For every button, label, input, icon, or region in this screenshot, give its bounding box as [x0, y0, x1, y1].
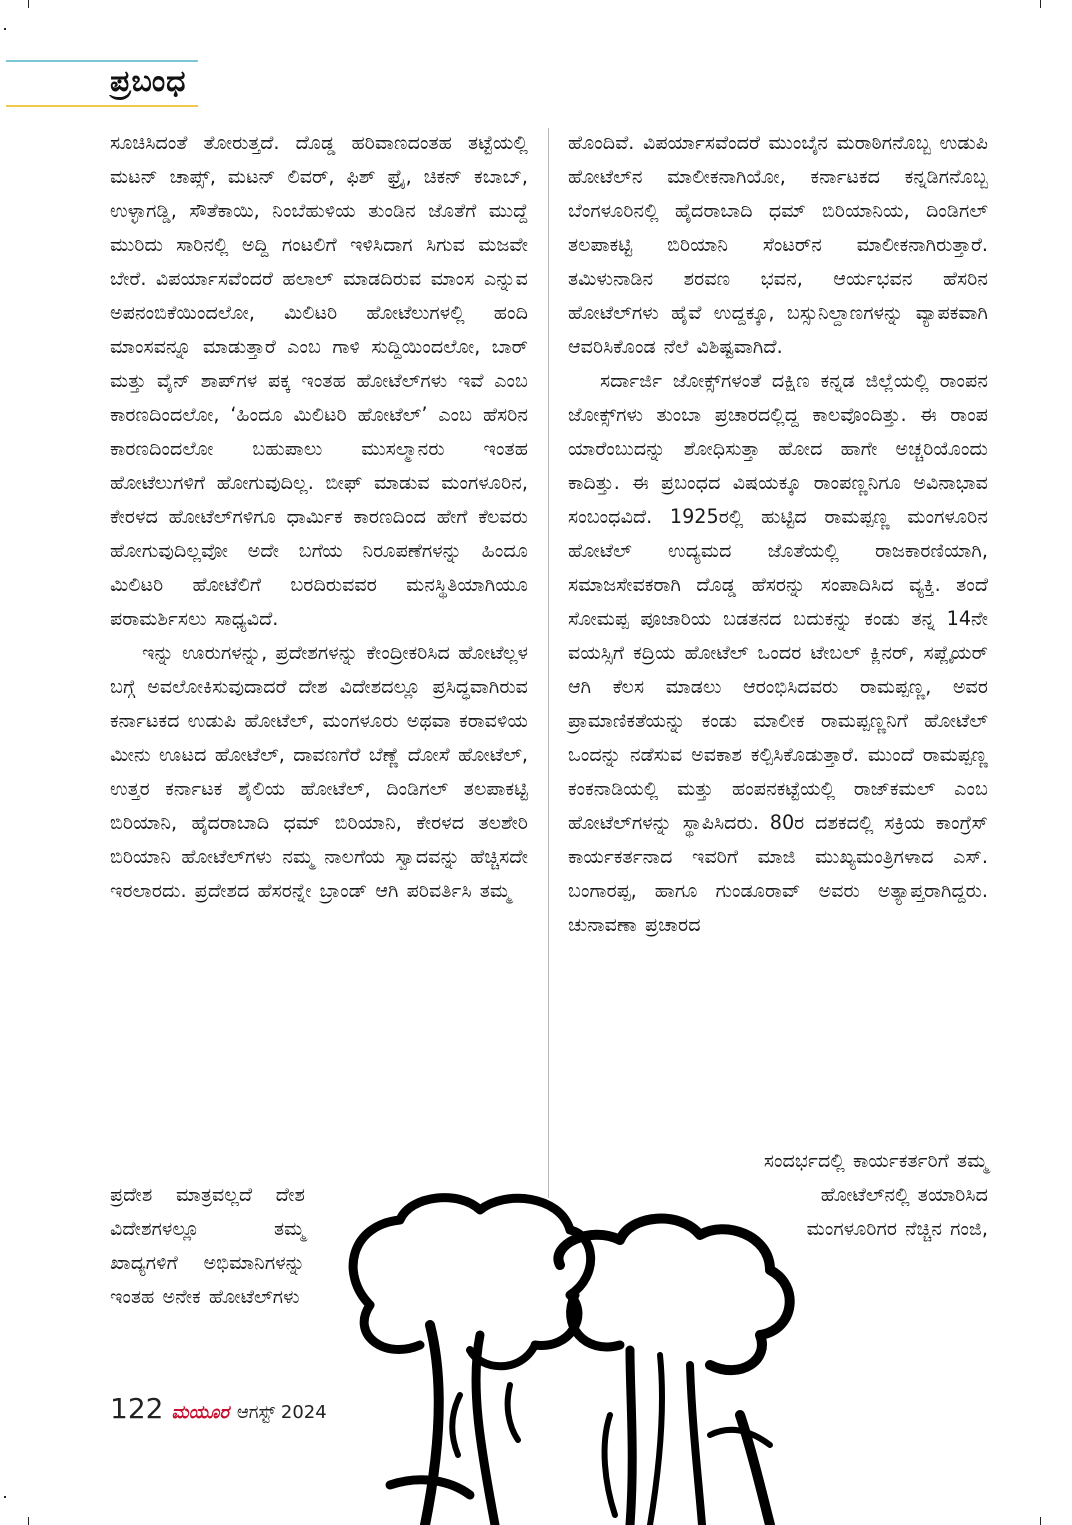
header-rule-top [6, 60, 198, 62]
magazine-logo: ಮಯೂರ [171, 1402, 229, 1423]
section-title: ಪ್ರಬಂಧ [110, 64, 187, 99]
crop-mark [28, 0, 29, 8]
left-paragraph-1: ಸೂಚಿಸಿದಂತೆ ತೋರುತ್ತದೆ. ದೊಡ್ಡ ಹರಿವಾಣದಂತಹ ತಟ್ಟೆಯಲ್ಲಿ ಮಟನ್ ಚಾಪ್ಸ್, ಮಟನ್ ಲಿವರ್, ಫಿಶ್ ಫ್ರೈ, ಚಿಕನ್ ಕಬಾಬ್, ಉಳ್ಳಾಗಡ್ಡಿ, ಸೌತೆಕಾಯಿ, ನಿಂಬೆಹುಳಿಯ ತುಂಡಿನ ಜೊತೆಗೆ ಮುದ್ದೆ ಮುರಿದು ಸಾರಿನಲ್ಲಿ ಅದ್ದಿ ಗಂಟಲಿಗೆ ಇಳಿಸಿದಾಗ ಸಿಗುವ ಮಜವೇ ಬೇರೆ. ವಿಪರ್ಯಾಸವೆಂದರೆ ಹಲಾಲ್ ಮಾಡದಿರುವ ಮಾಂಸ ಎನ್ನುವ ಅಪನಂಬಿಕೆಯಿಂದಲೋ, ಮಿಲಿಟರಿ ಹೋಟೆಲುಗಳಲ್ಲಿ ಹಂದಿ ಮಾಂಸವನ್ನೂ ಮಾಡುತ್ತಾರೆ ಎಂಬ ಗಾಳಿ ಸುದ್ದಿಯಿಂದಲೋ, ಬಾರ್ ಮತ್ತು ವೈನ್ ಶಾಪ್‌ಗಳ ಪಕ್ಕ ಇಂತಹ ಹೋಟೆಲ್‌ಗಳು ಇವೆ ಎಂಬ ಕಾರಣದಿಂದಲೋ, ‘ಹಿಂದೂ ಮಿಲಿಟರಿ ಹೋಟೆಲ್’ ಎಂಬ ಹೆಸರಿನ ಕಾರಣದಿಂದಲೋ ಬಹುಪಾಲು ಮುಸಲ್ಮಾನರು ಇಂತಹ ಹೋಟೆಲುಗಳಿಗೆ ಹೋಗುವುದಿಲ್ಲ. ಬೀಫ್ ಮಾಡುವ ಮಂಗಳೂರಿನ, ಕೇರಳದ ಹೋಟೆಲ್‌ಗಳಿಗೂ ಧಾರ್ಮಿಕ ಕಾರಣದಿಂದ ಹೇಗೆ ಕೆಲವರು ಹೋಗುವುದಿಲ್ಲವೋ ಅದೇ ಬಗೆಯ ನಿರೂಪಣೆಗಳನ್ನು ಹಿಂದೂ ಮಿಲಿಟರಿ ಹೋಟೆಲಿಗೆ ಬರದಿರುವವರ ಮನಸ್ಥಿತಿಯಾಗಿಯೂ ಪರಾಮರ್ಶಿಸಲು ಸಾಧ್ಯವಿದೆ. [110, 131, 528, 630]
tree-sketch-illustration [330, 1185, 810, 1525]
crop-mark [1040, 0, 1041, 8]
crop-mark [1040, 1517, 1041, 1525]
crop-mark [4, 28, 6, 30]
page-footer [110, 1392, 327, 1432]
right-paragraph-2: ಸರ್ದಾರ್ಜಿ ಜೋಕ್ಸ್‌ಗಳಂತೆ ದಕ್ಷಿಣ ಕನ್ನಡ ಜಿಲ್ಲೆಯಲ್ಲಿ ರಾಂಪನ ಜೋಕ್ಸ್‌ಗಳು ತುಂಬಾ ಪ್ರಚಾರದಲ್ಲಿದ್ದ ಕಾಲವೊಂದಿತ್ತು. ಈ ರಾಂಪ ಯಾರೆಂಬುದನ್ನು ಶೋಧಿಸುತ್ತಾ ಹೋದ ಹಾಗೇ ಅಚ್ಚರಿಯೊಂದು ಕಾದಿತ್ತು. ಈ ಪ್ರಬಂಧದ ವಿಷಯಕ್ಕೂ ರಾಂಪಣ್ಣನಿಗೂ ಅವಿನಾಭಾವ ಸಂಬಂಧವಿದೆ. 1925ರಲ್ಲಿ ಹುಟ್ಟಿದ ರಾಮಪ್ಪಣ್ಣ ಮಂಗಳೂರಿನ ಹೋಟೆಲ್ ಉದ್ಯಮದ ಜೊತೆಯಲ್ಲಿ ರಾಜಕಾರಣಿಯಾಗಿ, ಸಮಾಜಸೇವಕರಾಗಿ ದೊಡ್ಡ ಹೆಸರನ್ನು ಸಂಪಾದಿಸಿದ ವ್ಯಕ್ತಿ. ತಂದೆ ಸೋಮಪ್ಪ ಪೂಜಾರಿಯ ಬಡತನದ ಬದುಕನ್ನು ಕಂಡು ತನ್ನ 14ನೇ ವಯಸ್ಸಿಗೆ ಕದ್ರಿಯ ಹೋಟೆಲ್ ಒಂದರ ಟೇಬಲ್ ಕ್ಲಿನರ್, ಸಪ್ಲೈಯರ್ ಆಗಿ ಕೆಲಸ ಮಾಡಲು ಆರಂಭಿಸಿದವರು ರಾಮಪ್ಪಣ್ಣ, ಅವರ ಪ್ರಾಮಾಣಿಕತೆಯನ್ನು ಕಂಡು ಮಾಲೀಕ ರಾಮಪ್ಪಣ್ಣನಿಗೆ ಹೋಟೆಲ್ ಒಂದನ್ನು ನಡೆಸುವ ಅವಕಾಶ ಕಲ್ಪಿಸಿಕೊಡುತ್ತಾರೆ. ಮುಂದೆ ರಾಮಪ್ಪಣ್ಣ ಕಂಕನಾಡಿಯಲ್ಲಿ ಮತ್ತು ಹಂಪನಕಟ್ಟೆಯಲ್ಲಿ ರಾಜ್‌ಕಮಲ್ ಎಂಬ ಹೋಟೆಲ್‌ಗಳನ್ನು ಸ್ಥಾಪಿಸಿದರು. 80ರ ದಶಕದಲ್ಲಿ ಸಕ್ರಿಯ ಕಾಂಗ್ರೆಸ್ ಕಾರ್ಯಕರ್ತನಾದ ಇವರಿಗೆ ಮಾಜಿ ಮುಖ್ಯಮಂತ್ರಿಗಳಾದ ಎಸ್. ಬಂಗಾರಪ್ಪ, ಹಾಗೂ ಗುಂಡೂರಾವ್ ಅವರು ಅತ್ಯಾಪ್ತರಾಗಿದ್ದರು. ಚುನಾವಣಾ ಪ್ರಚಾರದ [568, 369, 988, 936]
right-wrap-text: ಸಂದರ್ಭದಲ್ಲಿ ಕಾರ್ಯಕರ್ತರಿಗೆ ತಮ್ಮ ಹೋಟೆಲ್‌ನಲ್ಲಿ ತಯಾರಿಸಿದ ಮಂಗಳೂರಿಗರ ನೆಚ್ಚಿನ ಗಂಜಿ, [763, 1149, 988, 1240]
right-column [568, 126, 988, 942]
left-wrap-text: ಪ್ರದೇಶ ಮಾತ್ರವಲ್ಲದೆ ದೇಶ ವಿದೇಶಗಳಲ್ಲೂ ತಮ್ಮ ಖಾದ್ಯಗಳಿಗೆ ಅಭಿಮಾನಿಗಳನ್ನು ಇಂತಹ ಅನೇಕ ಹೋಟೆಲ್‌ಗಳು [110, 1183, 305, 1308]
right-paragraph-1: ಹೊಂದಿವೆ. ವಿಪರ್ಯಾಸವೆಂದರೆ ಮುಂಬೈನ ಮರಾಠಿಗನೊಬ್ಬ ಉಡುಪಿ ಹೋಟೆಲ್‌ನ ಮಾಲೀಕನಾಗಿಯೋ, ಕರ್ನಾಟಕದ ಕನ್ನಡಿಗನೊಬ್ಬ ಬೆಂಗಳೂರಿನಲ್ಲಿ ಹೈದರಾಬಾದಿ ಧಮ್ ಬಿರಿಯಾನಿಯ, ದಿಂಡಿಗಲ್ ತಲಪಾಕಟ್ಟಿ ಬಿರಿಯಾನಿ ಸೆಂಟರ್‌ನ ಮಾಲೀಕನಾಗಿರುತ್ತಾರೆ. ತಮಿಳುನಾಡಿನ ಶರವಣ ಭವನ, ಆರ್ಯಭವನ ಹೆಸರಿನ ಹೋಟೆಲ್‌ಗಳು ಹೈವೆ ಉದ್ದಕ್ಕೂ, ಬಸ್ಸುನಿಲ್ದಾಣಗಳನ್ನು ವ್ಯಾಪಕವಾಗಿ ಆವರಿಸಿಕೊಂಡ ನೆಲೆ ವಿಶಿಷ್ಟವಾಗಿದೆ. [568, 131, 988, 358]
crop-mark [4, 1496, 6, 1498]
page-number: 122 [110, 1392, 164, 1425]
left-column [110, 126, 528, 908]
issue-date: ಆಗಸ್ಟ್ 2024 [236, 1402, 327, 1423]
column-divider [548, 128, 549, 1198]
crop-mark [28, 1517, 29, 1525]
header-rule-bottom [6, 105, 198, 107]
left-paragraph-2: ಇನ್ನು ಊರುಗಳನ್ನು, ಪ್ರದೇಶಗಳನ್ನು ಕೇಂದ್ರೀಕರಿಸಿದ ಹೋಟೆಲ್ಲಳ ಬಗ್ಗೆ ಅವಲೋಕಿಸುವುದಾದರೆ ದೇಶ ವಿದೇಶದಲ್ಲೂ ಪ್ರಸಿದ್ಧವಾಗಿರುವ ಕರ್ನಾಟಕದ ಉಡುಪಿ ಹೋಟೆಲ್, ಮಂಗಳೂರು ಅಥವಾ ಕರಾವಳಿಯ ಮೀನು ಊಟದ ಹೋಟೆಲ್, ದಾವಣಗೆರೆ ಬೆಣ್ಣೆ ದೋಸೆ ಹೋಟೆಲ್, ಉತ್ತರ ಕರ್ನಾಟಕ ಶೈಲಿಯ ಹೋಟೆಲ್, ದಿಂಡಿಗಲ್ ತಲಪಾಕಟ್ಟಿ ಬಿರಿಯಾನಿ, ಹೈದರಾಬಾದಿ ಧಮ್ ಬಿರಿಯಾನಿ, ಕೇರಳದ ತಲಶೇರಿ ಬಿರಿಯಾನಿ ಹೋಟೆಲ್‌ಗಳು ನಮ್ಮ ನಾಲಗೆಯ ಸ್ವಾದವನ್ನು ಹೆಚ್ಚಿಸದೇ ಇರಲಾರದು. ಪ್ರದೇಶದ ಹೆಸರನ್ನೇ ಬ್ರಾಂಡ್ ಆಗಿ ಪರಿವರ್ತಿಸಿ ತಮ್ಮ [110, 641, 528, 902]
